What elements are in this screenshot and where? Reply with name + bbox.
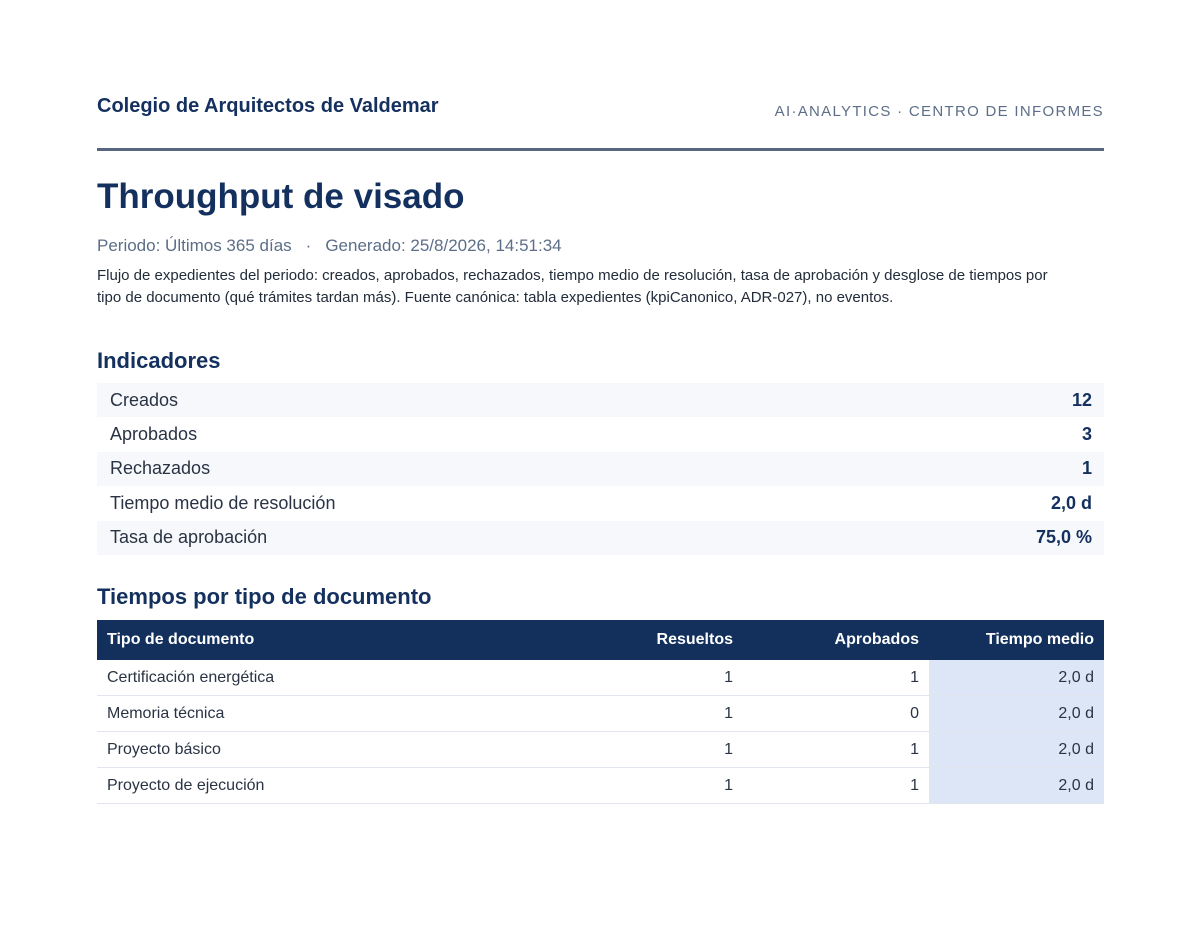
indicator-label: Tiempo medio de resolución [110,492,336,513]
indicator-row-avg-time [97,486,1104,520]
indicator-value: 3 [1081,424,1092,445]
cell-avg-time: 2,0 d [929,696,1104,732]
indicator-label: Creados [110,389,179,410]
indicator-value: 2,0 d [1050,492,1092,513]
column-header-type: Tipo de documento [97,620,617,660]
indicator-row-created [97,383,1104,417]
table-row [97,660,1104,696]
cell-approved: 1 [743,660,929,696]
cell-avg-time: 2,0 d [929,660,1104,696]
indicator-value: 12 [1071,389,1092,410]
indicator-label: Aprobados [110,424,198,445]
table-row [97,768,1104,804]
cell-resolved: 1 [617,696,743,732]
cell-avg-time: 2,0 d [929,768,1104,804]
table-header-row [97,620,1104,660]
indicator-value: 1 [1081,458,1092,479]
cell-approved: 1 [743,732,929,768]
cell-avg-time: 2,0 d [929,732,1104,768]
report-title: Throughput de visado [97,177,465,216]
indicator-row-approved [97,417,1104,451]
report-header [97,95,1104,151]
indicator-label: Rechazados [110,458,211,479]
indicators-list [97,383,1104,555]
organization-name: Colegio de Arquitectos de Valdemar [97,95,439,117]
report-generated: Generado: 25/8/2026, 14:51:34 [325,236,562,255]
cell-approved: 0 [743,696,929,732]
column-header-avg-time: Tiempo medio [929,620,1104,660]
report-meta [97,236,562,256]
cell-resolved: 1 [617,660,743,696]
meta-separator: · [305,236,312,255]
cell-type: Proyecto básico [97,732,617,768]
indicator-value: 75,0 % [1035,527,1092,548]
indicator-label: Tasa de aprobación [110,527,268,548]
column-header-resolved: Resueltos [617,620,743,660]
indicator-row-approval-rate [97,521,1104,555]
table-row [97,732,1104,768]
system-label: AI·ANALYTICS · CENTRO DE INFORMES [774,103,1104,120]
cell-type: Memoria técnica [97,696,617,732]
cell-type: Proyecto de ejecución [97,768,617,804]
indicators-heading: Indicadores [97,348,221,373]
report-period: Periodo: Últimos 365 días [97,236,292,255]
cell-type: Certificación energética [97,660,617,696]
times-heading: Tiempos por tipo de documento [97,584,432,609]
column-header-approved: Aprobados [743,620,929,660]
cell-resolved: 1 [617,768,743,804]
report-description: Flujo de expedientes del periodo: creados, aprobados, rechazados, tiempo medio de resolución, tasa de aprobación y desglose de tiempos por tipo de documento (qué trámites tardan más). Fuente canónica: tabla expedientes (kpiCanonico, ADR-027), no eventos. [97,267,1048,306]
cell-approved: 1 [743,768,929,804]
times-table [97,620,1104,804]
indicator-row-rejected [97,452,1104,486]
cell-resolved: 1 [617,732,743,768]
table-row [97,696,1104,732]
header-divider [97,148,1104,151]
